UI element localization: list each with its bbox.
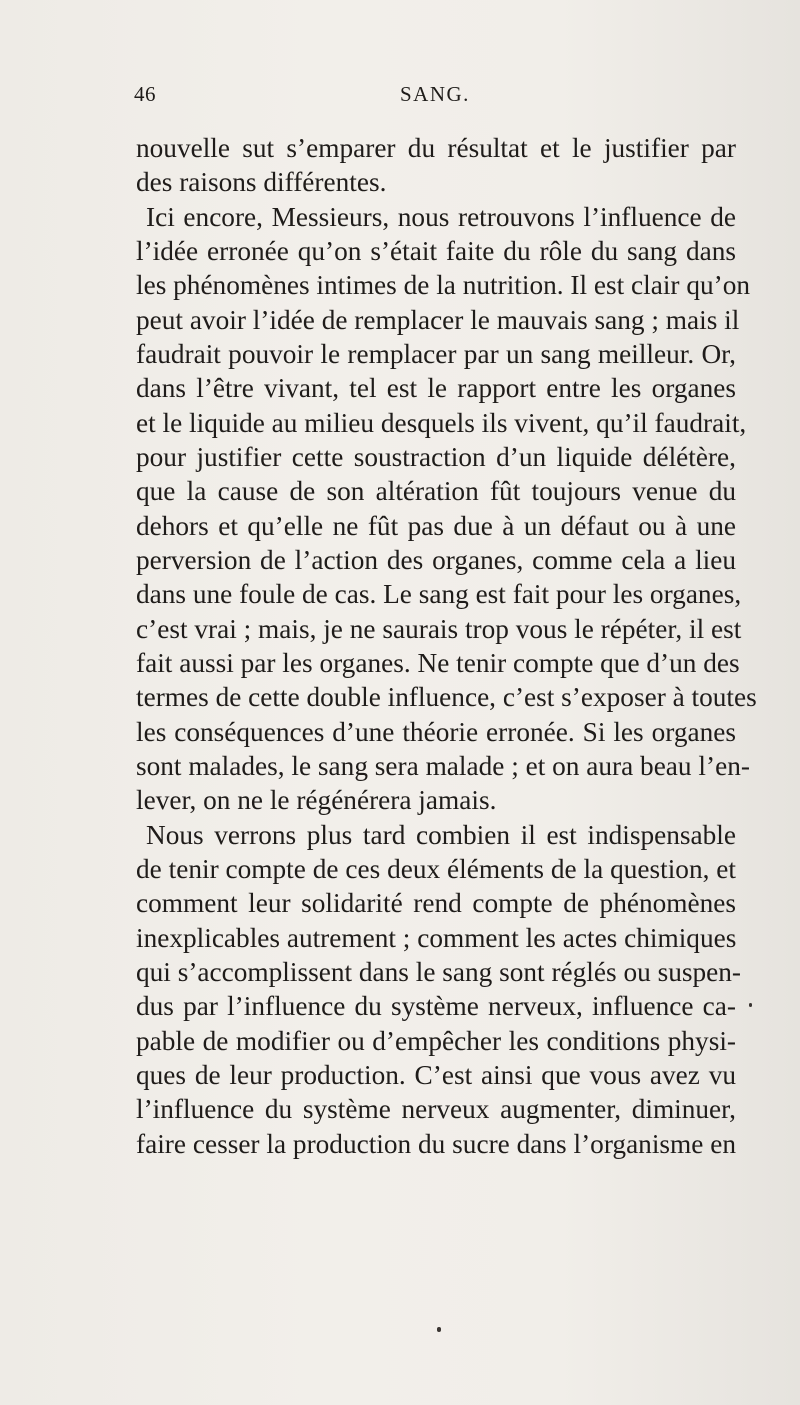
text-line: nouvelle sut s’emparer du résultat et le justifier par xyxy=(136,133,736,163)
text-line: lever, on ne le régénérera jamais. xyxy=(136,785,497,815)
text-line: l’influence du système nerveux augmenter, diminuer, xyxy=(136,1094,736,1124)
page-number: 46 xyxy=(134,82,156,106)
text-line: inexplicables autrement ; comment les actes chimiques xyxy=(136,923,737,953)
text-line: qui s’accomplissent dans le sang sont réglés ou suspen- xyxy=(136,957,741,987)
ink-speck xyxy=(749,1003,752,1007)
text-line: faudrait pouvoir le remplacer par un sang meilleur. Or, xyxy=(136,339,736,369)
text-line: fait aussi par les organes. Ne tenir compte que d’un des xyxy=(136,648,740,678)
text-line: de tenir compte de ces deux éléments de la question, et xyxy=(136,854,736,884)
text-line: les phénomènes intimes de la nutrition. Il est clair qu’on xyxy=(136,270,751,300)
text-line: perversion de l’action des organes, comme cela a lieu xyxy=(136,545,736,575)
text-line: ques de leur production. C’est ainsi que vous avez vu xyxy=(136,1060,736,1090)
page-header xyxy=(134,82,674,112)
text-line: peut avoir l’idée de remplacer le mauvais sang ; mais il xyxy=(136,305,740,335)
ink-speck xyxy=(437,1327,441,1332)
text-line: comment leur solidarité rend compte de phénomènes xyxy=(136,888,736,918)
text-line: Ici encore, Messieurs, nous retrouvons l’influence de xyxy=(146,202,736,232)
text-line: que la cause de son altération fût toujours venue du xyxy=(136,476,736,506)
text-line: dus par l’influence du système nerveux, influence ca- xyxy=(136,991,736,1021)
text-line: Nous verrons plus tard combien il est indispensable xyxy=(146,820,736,850)
text-line: pour justifier cette soustraction d’un liquide délétère, xyxy=(136,442,736,472)
text-line: les conséquences d’une théorie erronée. Si les organes xyxy=(136,717,736,747)
running-head: SANG. xyxy=(400,82,470,106)
text-line: faire cesser la production du sucre dans l’organisme en xyxy=(136,1129,736,1159)
text-line: sont malades, le sang sera malade ; et on aura beau l’en- xyxy=(136,751,750,781)
text-line: dans l’être vivant, tel est le rapport entre les organes xyxy=(136,373,736,403)
text-line: dehors et qu’elle ne fût pas due à un défaut ou à une xyxy=(136,511,736,541)
text-line: pable de modifier ou d’empêcher les conditions physi- xyxy=(136,1026,736,1056)
text-line: c’est vrai ; mais, je ne saurais trop vous le répéter, il est xyxy=(136,614,742,644)
text-line: et le liquide au milieu desquels ils vivent, qu’il faudrait, xyxy=(136,408,747,438)
text-line: dans une foule de cas. Le sang est fait pour les organes, xyxy=(136,579,742,609)
text-line: l’idée erronée qu’on s’était faite du rôle du sang dans xyxy=(136,236,736,266)
text-line: termes de cette double influence, c’est s’exposer à toutes xyxy=(136,682,757,712)
text-line: des raisons différentes. xyxy=(136,167,387,197)
